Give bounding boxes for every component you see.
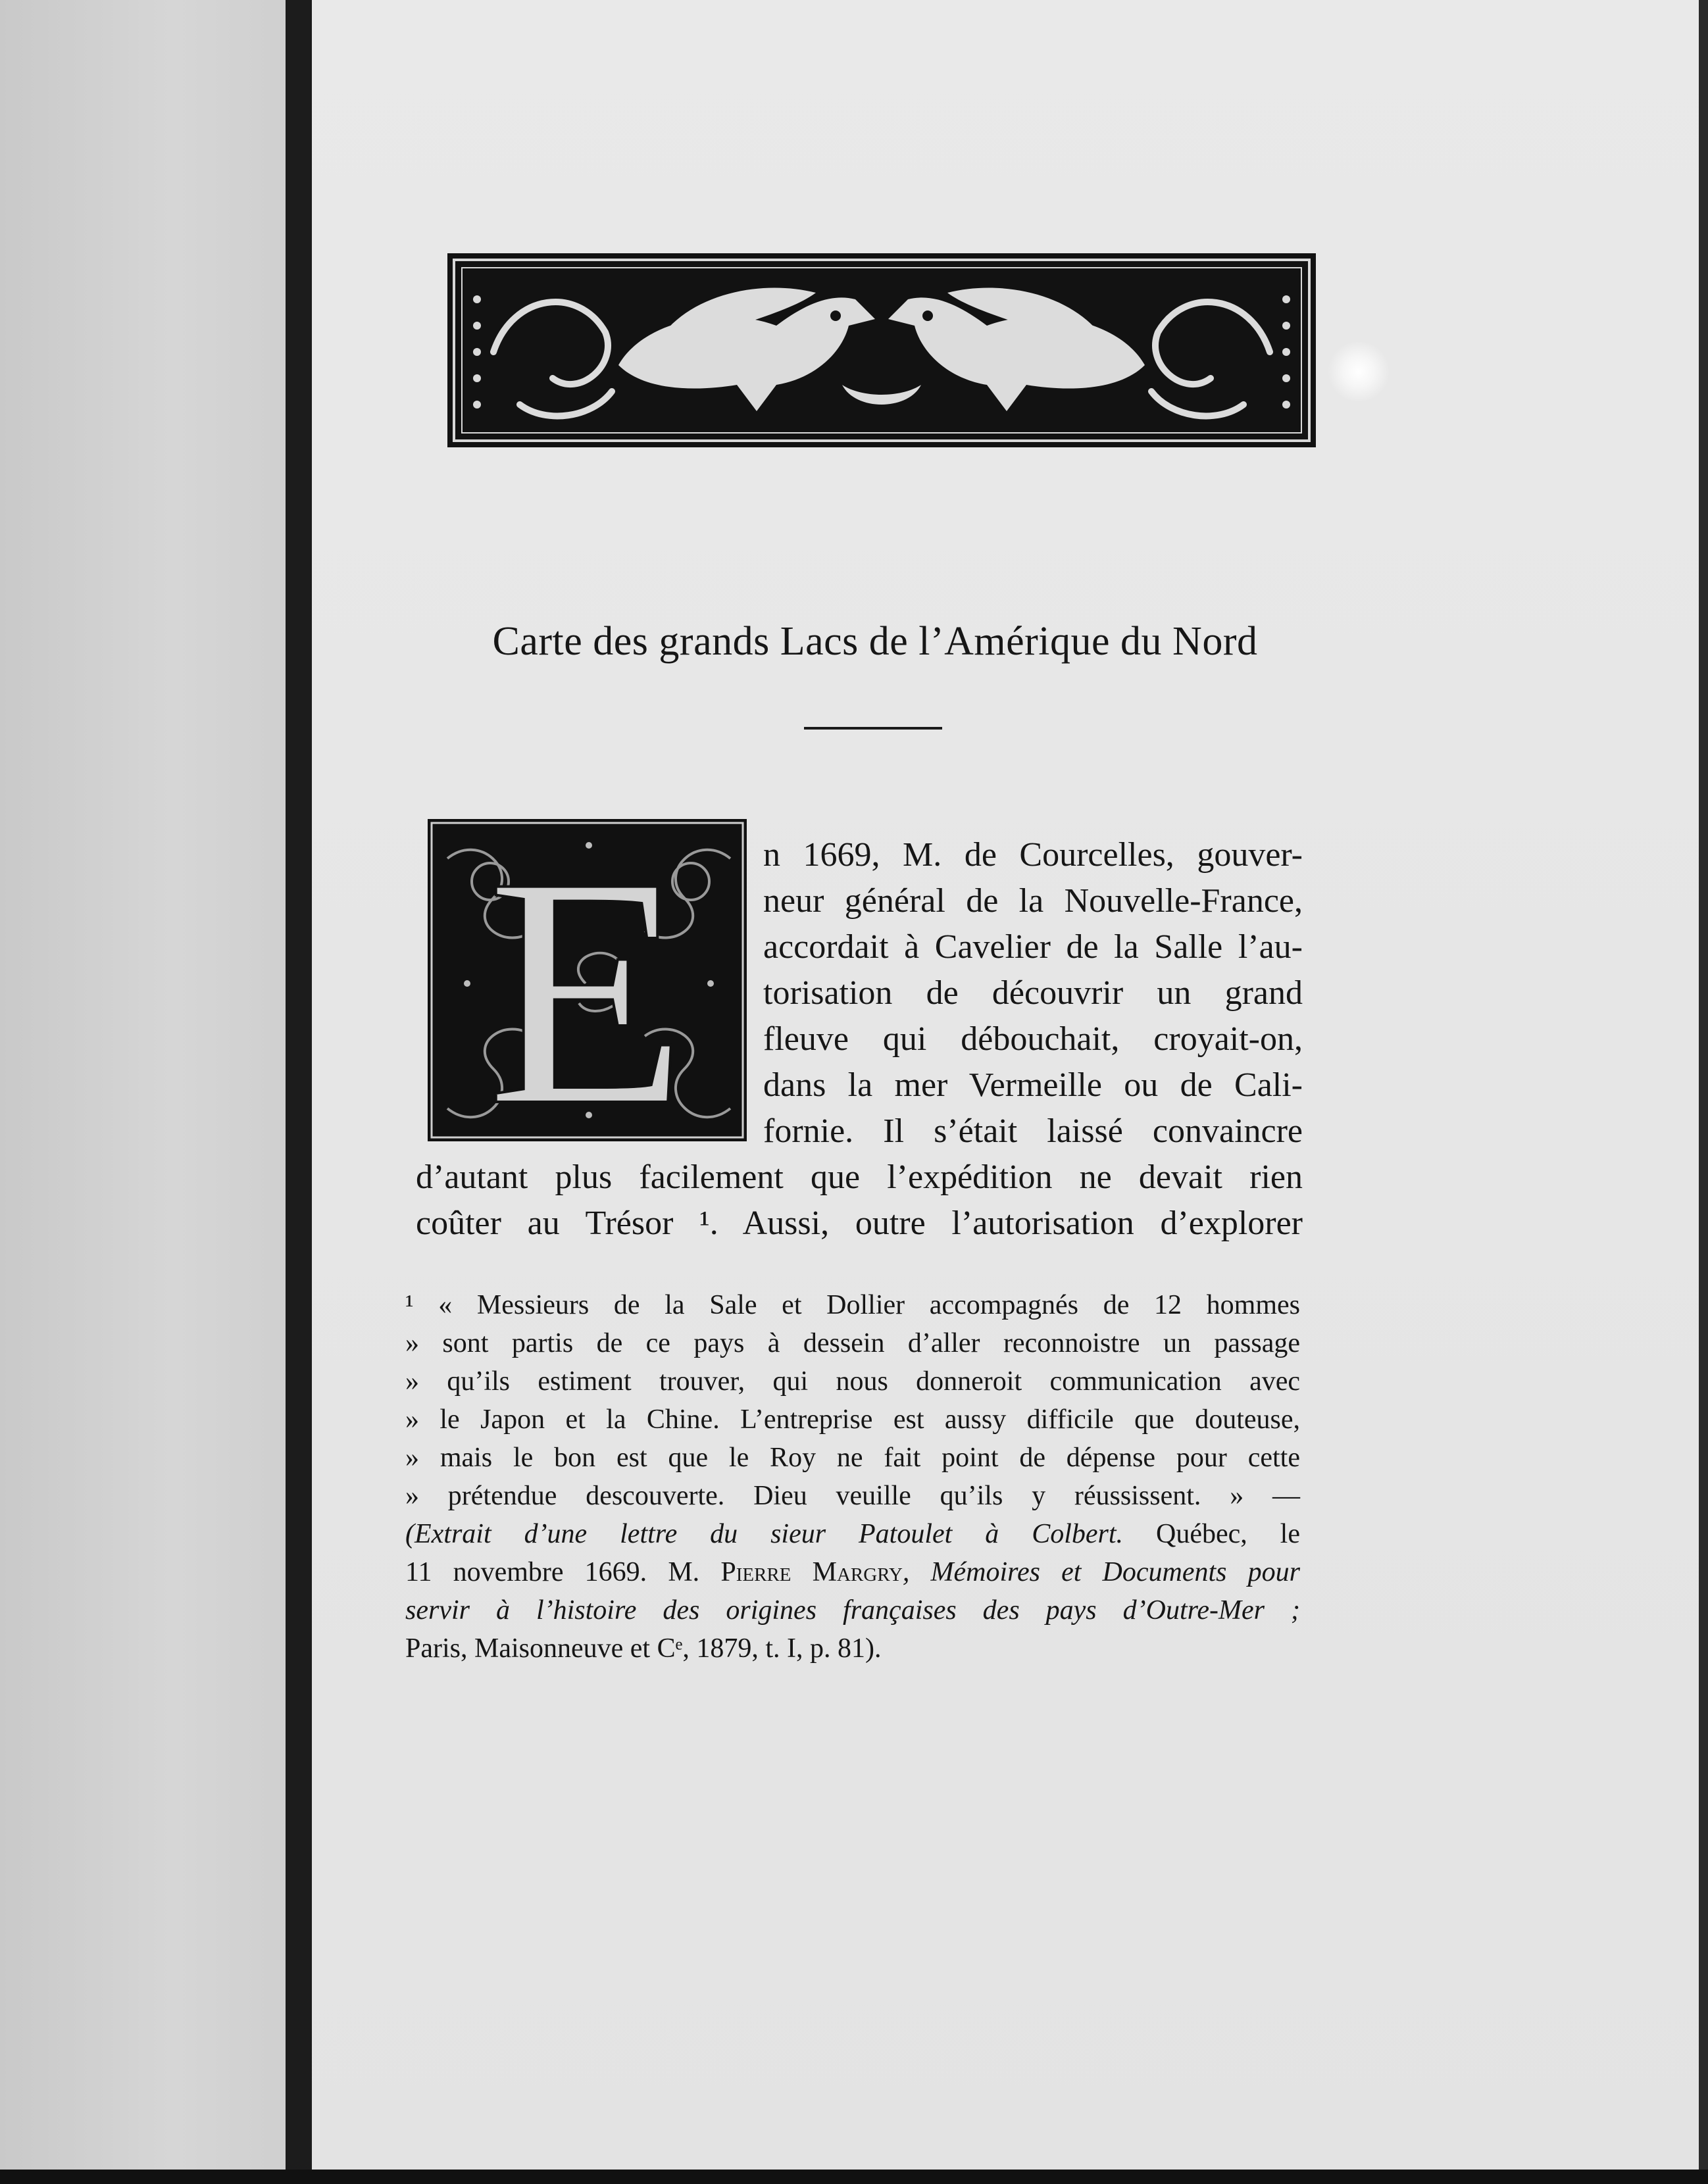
- footnote-work-title-cont: servir à l’histoire des origines françaises des pays d’Outre-Mer ;: [405, 1595, 1300, 1626]
- body-line: coûter au Trésor ¹. Aussi, outre l’autorisation d’explorer: [416, 1204, 1303, 1242]
- footnote-author: Pierre Margry: [720, 1557, 903, 1587]
- footnote-work-title: , Mémoires et Documents pour: [902, 1557, 1301, 1587]
- title-rule: [804, 727, 942, 730]
- footnote-line: » sont partis de ce pays à dessein d’aller reconnoistre un passage: [405, 1328, 1300, 1358]
- footnote-line: ¹ « Messieurs de la Sale et Dollier accompagnés de 12 hommes: [405, 1290, 1300, 1320]
- book-binding-edge: [286, 0, 312, 2184]
- body-line: d’autant plus facilement que l’expédition ne devait rien: [416, 1158, 1303, 1196]
- body-line: accordait à Cavelier de la Salle l’au-: [763, 928, 1303, 966]
- page-title: Carte des grands Lacs de l’Amérique du Nord: [492, 619, 1258, 664]
- footnote-line: [405, 1553, 1300, 1591]
- scan-background-left: [0, 0, 289, 2184]
- ornamental-headpiece: [447, 253, 1316, 447]
- body-line: fornie. Il s’était laissé convaincre: [763, 1112, 1303, 1150]
- footnote-citation-roman: Québec, le: [1123, 1519, 1300, 1549]
- scan-edge-bottom: [0, 2170, 1708, 2184]
- footnote-citation-italic: (Extrait d’une lettre du sieur Patoulet à Colbert.: [405, 1519, 1124, 1549]
- footnote-date: 11 novembre 1669. M.: [405, 1557, 721, 1587]
- drop-cap-letter: E: [486, 819, 688, 1141]
- body-line: dans la mer Vermeille ou de Cali-: [763, 1066, 1303, 1104]
- drop-cap: [428, 819, 747, 1141]
- light-glare: [1326, 342, 1392, 401]
- footnote-line: Paris, Maisonneuve et Cᵉ, 1879, t. I, p. 81).: [405, 1633, 882, 1664]
- footnote-line: [405, 1591, 1300, 1629]
- footnote-line: » mais le bon est que le Roy ne fait point de dépense pour cette: [405, 1443, 1300, 1473]
- body-line: torisation de découvrir un grand: [763, 974, 1303, 1012]
- body-line: n 1669, M. de Courcelles, gouver-: [763, 836, 1303, 874]
- footnote-line: » le Japon et la Chine. L’entreprise est aussy difficile que douteuse,: [405, 1404, 1300, 1435]
- body-line: fleuve qui débouchait, croyait-on,: [763, 1020, 1303, 1058]
- body-line: neur général de la Nouvelle-France,: [763, 882, 1303, 920]
- footnote-line: » qu’ils estiment trouver, qui nous donneroit communication avec: [405, 1366, 1300, 1397]
- footnote-line: [405, 1515, 1300, 1553]
- footnote-line: » prétendue descouverte. Dieu veuille qu’ils y réussissent. » —: [405, 1481, 1300, 1511]
- scan-edge-right: [1699, 0, 1708, 2184]
